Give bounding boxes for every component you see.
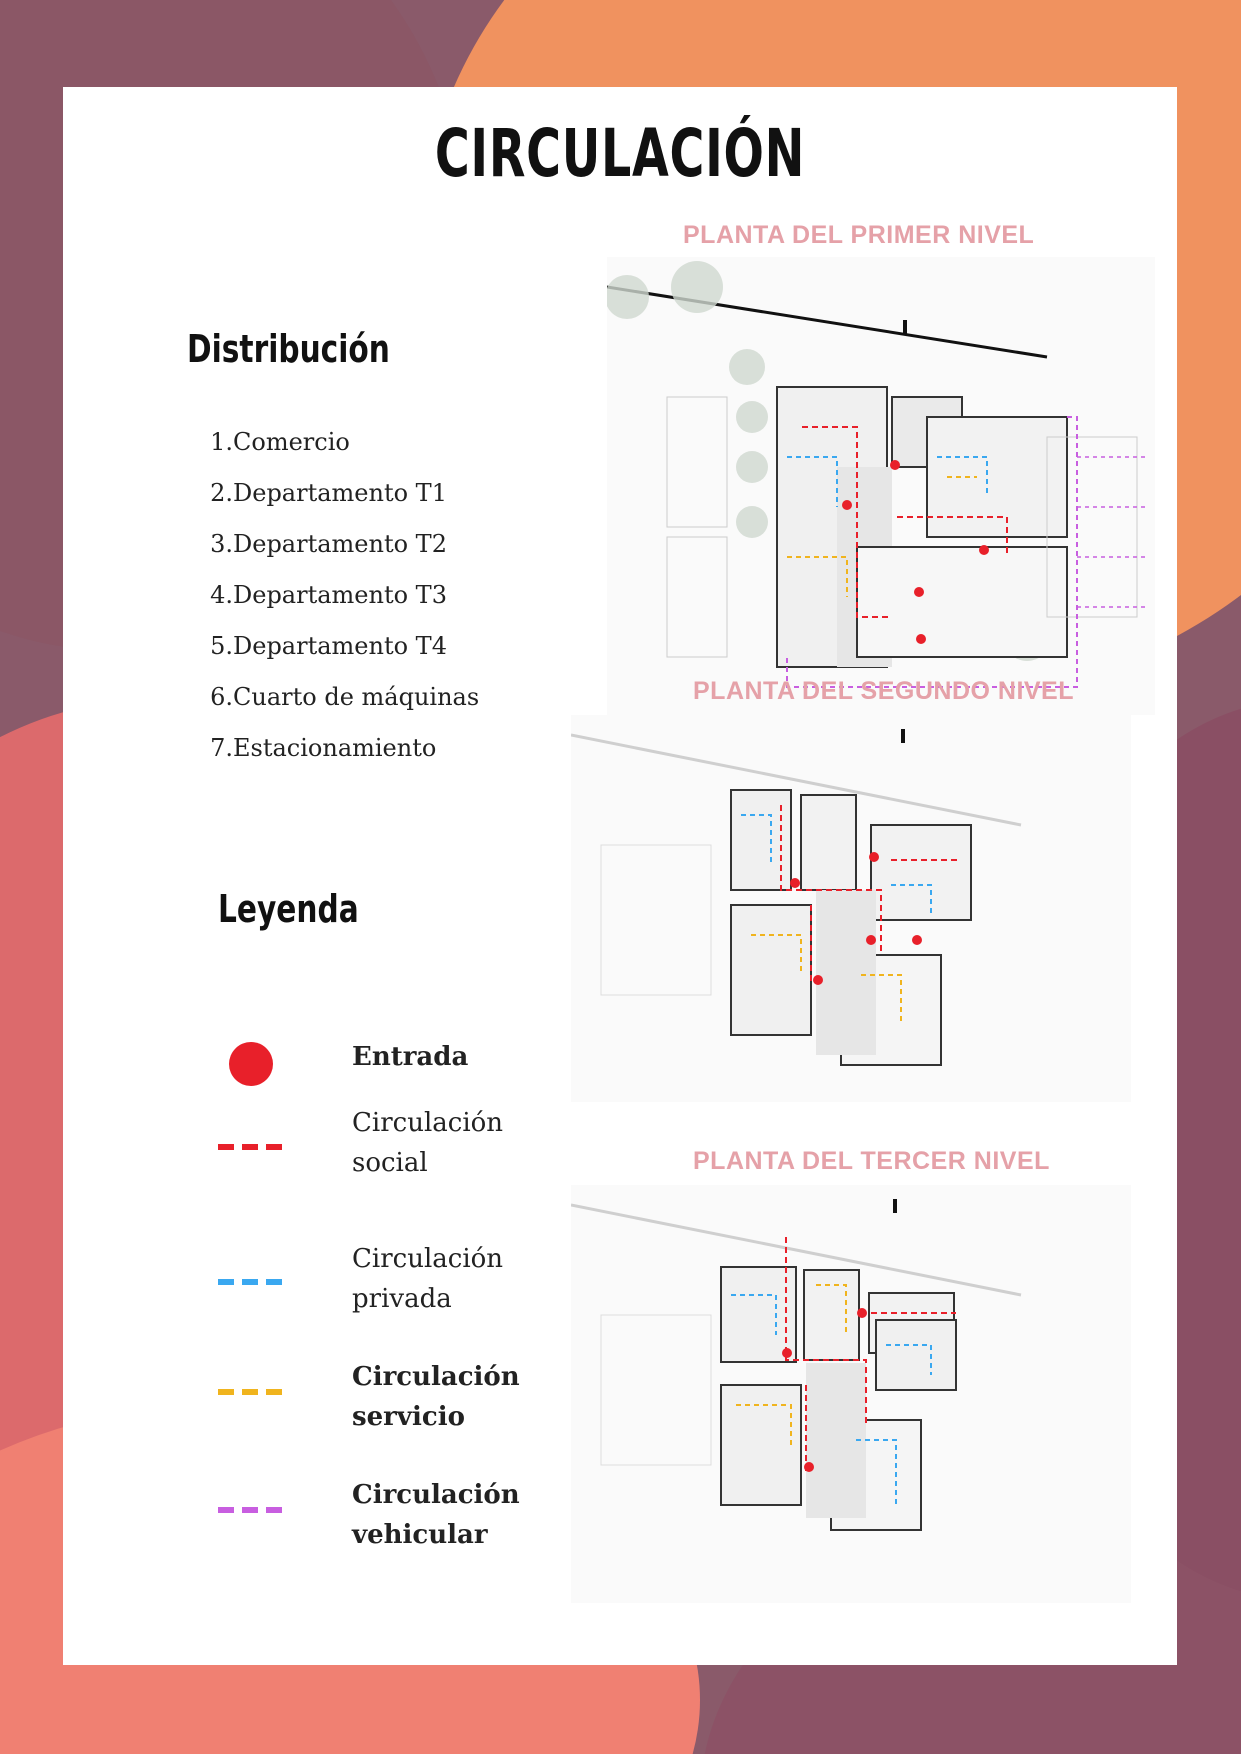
legend-vehicular-label: Circulación vehicular — [352, 1480, 520, 1550]
legend-heading: Leyenda — [218, 887, 359, 931]
list-item: 4.Departamento T3 — [210, 581, 447, 609]
list-item: 6.Cuarto de máquinas — [210, 683, 480, 711]
plan-3-floorplan — [571, 1185, 1131, 1603]
list-item: 2.Departamento T1 — [210, 479, 447, 507]
legend-private-label: Circulación privada — [352, 1244, 504, 1314]
list-item: 3.Departamento T2 — [210, 530, 447, 558]
legend-service-label: Circulación servicio — [352, 1362, 520, 1432]
entrance-dot-icon — [229, 1042, 273, 1086]
list-item: 1.Comercio — [210, 428, 350, 456]
content-card — [63, 87, 1177, 1665]
private-dash-icon — [218, 1279, 282, 1285]
page-title: CIRCULACIÓN — [434, 115, 806, 192]
plan-2-title: PLANTA DEL SEGUNDO NIVEL — [693, 677, 1075, 705]
legend-entrance-label: Entrada — [352, 1042, 469, 1072]
distribution-list — [203, 417, 479, 774]
plan-1-floorplan — [607, 257, 1155, 715]
vehicular-dash-icon — [218, 1507, 282, 1513]
legend-social-label: Circulación social — [352, 1108, 504, 1178]
service-dash-icon — [218, 1389, 282, 1395]
distribution-heading: Distribución — [187, 327, 390, 371]
plan-3-title: PLANTA DEL TERCER NIVEL — [693, 1147, 1050, 1175]
list-item: 5.Departamento T4 — [210, 632, 447, 660]
social-dash-icon — [218, 1144, 282, 1150]
list-item: 7.Estacionamiento — [210, 734, 437, 762]
plan-2-floorplan — [571, 715, 1131, 1102]
plan-1-title: PLANTA DEL PRIMER NIVEL — [683, 221, 1035, 249]
